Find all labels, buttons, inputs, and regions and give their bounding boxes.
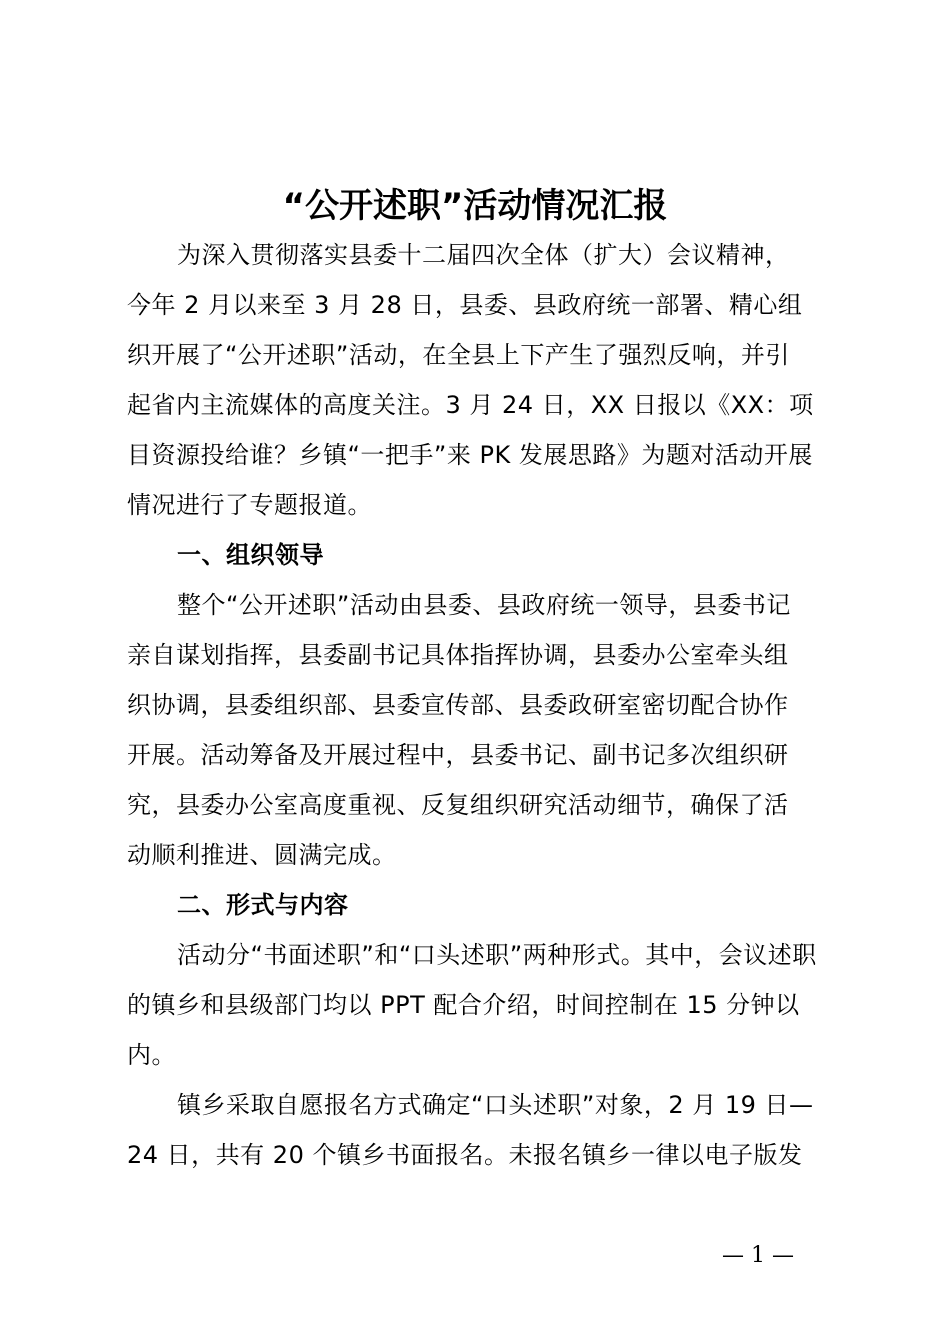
body-line: 动顺利推进、圆满完成。 (127, 841, 397, 869)
body-line: 整个“公开述职”活动由县委、县政府统一领导，县委书记 (177, 591, 791, 619)
section-heading-1: 一、组织领导 (177, 541, 324, 569)
body-line: 内。 (127, 1041, 176, 1069)
body-line: 目资源投给谁？乡镇“一把手”来 PK 发展思路》为题对活动开展 (127, 441, 813, 469)
document-title: “公开述职”活动情况汇报 (282, 186, 668, 226)
body-line: 织协调，县委组织部、县委宣传部、县委政研室密切配合协作 (127, 691, 789, 719)
body-line: 起省内主流媒体的高度关注。3 月 24 日，XX 日报以《XX：项 (127, 391, 814, 419)
body-line: 今年 2 月以来至 3 月 28 日，县委、县政府统一部署、精心组 (127, 291, 803, 319)
section-heading-2: 二、形式与内容 (177, 891, 349, 919)
body-line: 开展。活动筹备及开展过程中，县委书记、副书记多次组织研 (127, 741, 789, 769)
body-line: 镇乡采取自愿报名方式确定“口头述职”对象，2 月 19 日— (177, 1091, 814, 1119)
body-line: 织开展了“公开述职”活动，在全县上下产生了强烈反响，并引 (127, 341, 790, 369)
body-line: 24 日，共有 20 个镇乡书面报名。未报名镇乡一律以电子版发 (127, 1141, 803, 1169)
body-line: 为深入贯彻落实县委十二届四次全体（扩大）会议精神， (177, 241, 790, 269)
page-number: — 1 — (722, 1243, 794, 1268)
body-line: 活动分“书面述职”和“口头述职”两种形式。其中，会议述职 (177, 941, 817, 969)
body-line: 的镇乡和县级部门均以 PPT 配合介绍，时间控制在 15 分钟以 (127, 991, 800, 1019)
body-line: 情况进行了专题报道。 (127, 491, 372, 519)
body-line: 究，县委办公室高度重视、反复组织研究活动细节，确保了活 (127, 791, 789, 819)
body-line: 亲自谋划指挥，县委副书记具体指挥协调，县委办公室牵头组 (127, 641, 789, 669)
